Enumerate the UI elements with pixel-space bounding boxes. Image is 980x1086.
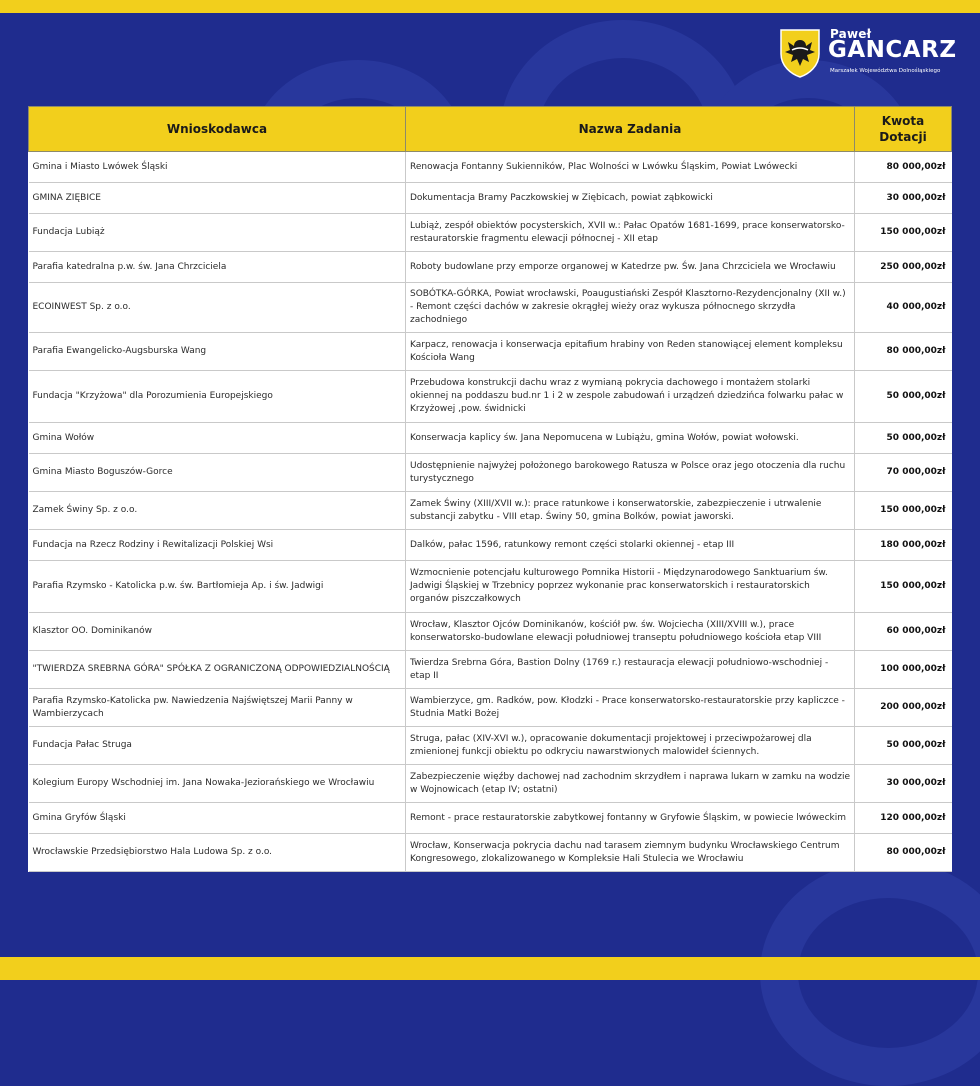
applicant-cell: Gmina i Miasto Lwówek Śląski [29,152,406,183]
table-row [29,423,952,454]
applicant-cell: Kolegium Europy Wschodniej im. Jana Nowaka-Jeziorańskiego we Wrocławiu [29,765,406,803]
table-row [29,613,952,651]
table-row [29,183,952,214]
table-row [29,214,952,252]
table-row [29,530,952,561]
amount-cell: 80 000,00zł [855,152,952,183]
column-header-amount: Kwota Dotacji [855,107,952,152]
task-cell: SOBÓTKA-GÓRKA, Powiat wrocławski, Poaugustiański Zespół Klasztorno-Rezydencjonalny (XII w.) - Remont części dachów w zakresie okrągłej wieży oraz wykusza północnego skrzydła zachodniego [406,283,855,333]
amount-cell: 80 000,00zł [855,834,952,872]
table-row [29,152,952,183]
brand-logo [779,26,957,80]
task-cell: Karpacz, renowacja i konserwacja epitafium hrabiny von Reden stanowiącej element kompleksu Kościoła Wang [406,333,855,371]
top-yellow-bar [0,0,980,13]
task-cell: Udostępnienie najwyżej położonego barokowego Ratusza w Polsce oraz jego otoczenia dla ruchu turystycznego [406,454,855,492]
amount-cell: 120 000,00zł [855,803,952,834]
amount-cell: 70 000,00zł [855,454,952,492]
amount-cell: 30 000,00zł [855,183,952,214]
applicant-cell: ECOINWEST Sp. z o.o. [29,283,406,333]
task-cell: Struga, pałac (XIV-XVI w.), opracowanie dokumentacji projektowej i przeciwpożarowej dla zmienionej funkcji obiektu po odkryciu nawarstwionych malowideł ściennych. [406,727,855,765]
amount-cell: 150 000,00zł [855,561,952,613]
amount-cell: 150 000,00zł [855,492,952,530]
amount-cell: 100 000,00zł [855,651,952,689]
table-row [29,454,952,492]
brand-first-name: Paweł [830,27,872,41]
table-row [29,252,952,283]
column-header-task: Nazwa Zadania [406,107,855,152]
task-cell: Lubiąż, zespół obiektów pocysterskich, XVII w.: Pałac Opatów 1681-1699, prace konserwatorsko-restauratorskie fragmentu elewacji północnej - XII etap [406,214,855,252]
applicant-cell: Gmina Miasto Boguszów-Gorce [29,454,406,492]
table-header-row [29,107,952,152]
amount-cell: 50 000,00zł [855,727,952,765]
applicant-cell: GMINA ZIĘBICE [29,183,406,214]
table-row [29,765,952,803]
table-row [29,803,952,834]
amount-cell: 200 000,00zł [855,689,952,727]
task-cell: Konserwacja kaplicy św. Jana Nepomucena w Lubiążu, gmina Wołów, powiat wołowski. [406,423,855,454]
grants-table-container [28,106,951,872]
amount-cell: 80 000,00zł [855,333,952,371]
brand-last-name: GANCARZ [828,37,957,63]
table-row [29,371,952,423]
task-cell: Zamek Świny (XIII/XVII w.): prace ratunkowe i konserwatorskie, zabezpieczenie i utrwalenie substancji zabytku - VIII etap. Świny 50, gmina Bolków, powiat jaworski. [406,492,855,530]
task-cell: Roboty budowlane przy emporze organowej w Katedrze pw. Św. Jana Chrzciciela we Wrocławiu [406,252,855,283]
task-cell: Dalków, pałac 1596, ratunkowy remont części stolarki okiennej - etap III [406,530,855,561]
applicant-cell: Fundacja "Krzyżowa" dla Porozumienia Europejskiego [29,371,406,423]
applicant-cell: Fundacja Pałac Struga [29,727,406,765]
applicant-cell: Parafia Rzymsko - Katolicka p.w. św. Bartłomieja Ap. i św. Jadwigi [29,561,406,613]
amount-cell: 180 000,00zł [855,530,952,561]
table-row [29,727,952,765]
task-cell: Renowacja Fontanny Sukienników, Plac Wolności w Lwówku Śląskim, Powiat Lwówecki [406,152,855,183]
table-row [29,834,952,872]
column-header-applicant: Wnioskodawca [29,107,406,152]
applicant-cell: Fundacja na Rzecz Rodziny i Rewitalizacji Polskiej Wsi [29,530,406,561]
applicant-cell: Gmina Wołów [29,423,406,454]
task-cell: Zabezpieczenie więźby dachowej nad zachodnim skrzydłem i naprawa lukarn w zamku na wodzie w Wojnowicach (etap IV; ostatni) [406,765,855,803]
amount-cell: 50 000,00zł [855,371,952,423]
applicant-cell: Parafia Ewangelicko-Augsburska Wang [29,333,406,371]
brand-role: Marszałek Województwa Dolnośląskiego [830,68,941,74]
task-cell: Przebudowa konstrukcji dachu wraz z wymianą pokrycia dachowego i montażem stolarki okiennej na poddaszu bud.nr 1 i 2 w zespole zabudowań i urządzeń dziedzińca folwarku pałac w Krzyżowej ,pow. świdnicki [406,371,855,423]
applicant-cell: Parafia katedralna p.w. św. Jana Chrzciciela [29,252,406,283]
applicant-cell: Zamek Świny Sp. z o.o. [29,492,406,530]
amount-cell: 50 000,00zł [855,423,952,454]
amount-cell: 60 000,00zł [855,613,952,651]
applicant-cell: Klasztor OO. Dominikanów [29,613,406,651]
applicant-cell: Parafia Rzymsko-Katolicka pw. Nawiedzenia Najświętszej Marii Panny w Wambierzycach [29,689,406,727]
table-row [29,651,952,689]
table-row [29,492,952,530]
grants-table [28,106,952,872]
applicant-cell: Fundacja Lubiąż [29,214,406,252]
applicant-cell: "TWIERDZA SREBRNA GÓRA" SPÓŁKA Z OGRANICZONĄ ODPOWIEDZIALNOŚCIĄ [29,651,406,689]
applicant-cell: Wrocławskie Przedsiębiorstwo Hala Ludowa Sp. z o.o. [29,834,406,872]
amount-cell: 250 000,00zł [855,252,952,283]
table-row [29,561,952,613]
applicant-cell: Gmina Gryfów Śląski [29,803,406,834]
task-cell: Wrocław, Konserwacja pokrycia dachu nad tarasem ziemnym budynku Wrocławskiego Centrum Kongresowego, zlokalizowanego w Kompleksie Hali Stulecia we Wrocławiu [406,834,855,872]
bottom-yellow-bar [0,957,980,980]
task-cell: Remont - prace restauratorskie zabytkowej fontanny w Gryfowie Śląskim, w powiecie lwóweckim [406,803,855,834]
table-row [29,283,952,333]
task-cell: Wzmocnienie potencjału kulturowego Pomnika Historii - Międzynarodowego Sanktuarium św. Jadwigi Śląskiej w Trzebnicy poprzez wykonanie prac konserwatorskich i restauratorskich organów piszczałkowych [406,561,855,613]
task-cell: Wambierzyce, gm. Radków, pow. Kłodzki - Prace konserwatorsko-restauratorskie przy kapliczce - Studnia Matki Bożej [406,689,855,727]
task-cell: Wrocław, Klasztor Ojców Dominikanów, kościół pw. św. Wojciecha (XIII/XVIII w.), prace konserwatorsko-budowlane elewacji południowej transeptu południowego kościoła etap VIII [406,613,855,651]
table-row [29,333,952,371]
amount-cell: 150 000,00zł [855,214,952,252]
coat-of-arms-icon [779,28,821,78]
amount-cell: 40 000,00zł [855,283,952,333]
amount-cell: 30 000,00zł [855,765,952,803]
task-cell: Dokumentacja Bramy Paczkowskiej w Ziębicach, powiat ząbkowicki [406,183,855,214]
task-cell: Twierdza Srebrna Góra, Bastion Dolny (1769 r.) restauracja elewacji południowo-wschodniej - etap II [406,651,855,689]
table-row [29,689,952,727]
